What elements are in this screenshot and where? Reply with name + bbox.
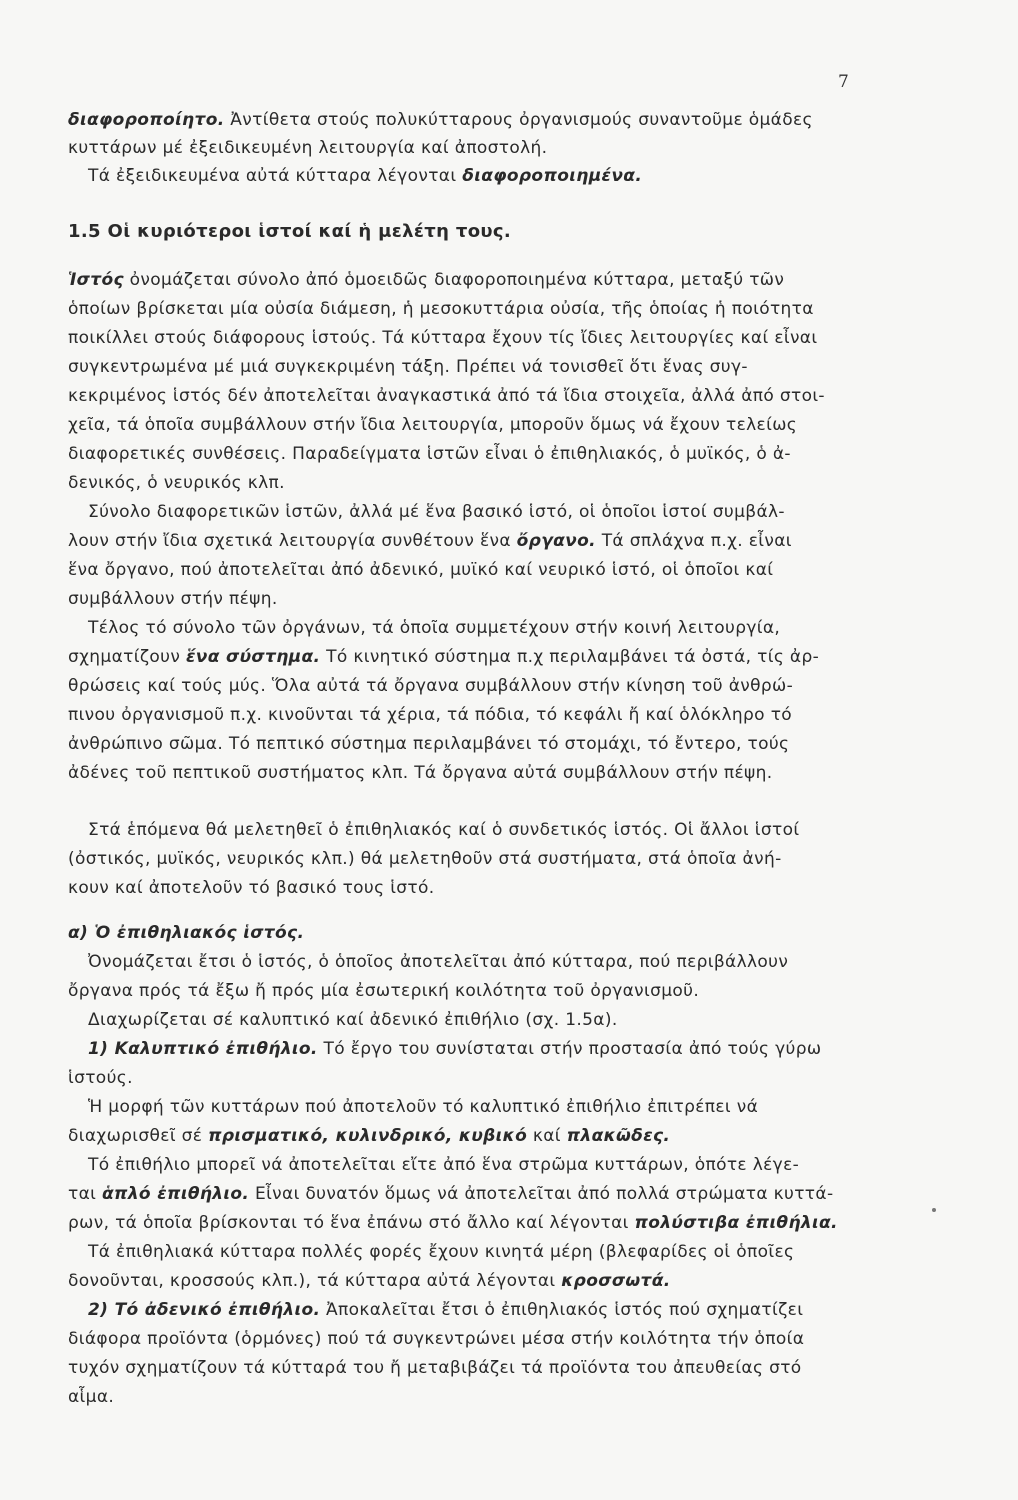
text-segment: Σύνολο διαφορετικῶν ἱστῶν, ἀλλά μέ ἕνα βασικό ἱστό, οἱ ὁποῖοι ἱστοί συμβάλ-: [88, 502, 785, 522]
section-heading: 1.5 Οἱ κυριότεροι ἱστοί καί ἡ μελέτη τους.: [68, 221, 512, 242]
text-segment: αἷμα.: [68, 1387, 115, 1407]
text-line: [88, 500, 785, 524]
text-segment: Τά ἐπιθηλιακά κύτταρα πολλές φορές ἔχουν κινητά μέρη (βλεφαρίδες οἱ ὁποῖες: [88, 1242, 795, 1262]
emphasis-term: 2) Τό ἀδενικό ἐπιθήλιο.: [88, 1300, 321, 1320]
text-line: [88, 1298, 803, 1322]
text-line: [68, 108, 813, 132]
text-segment: συμβάλλουν στήν πέψη.: [68, 589, 278, 609]
text-segment: (ὀστικός, μυϊκός, νευρικός κλπ.) θά μελετηθοῦν στά συστήματα, στά ὁποῖα ἀνή-: [68, 849, 782, 869]
emphasis-term: ὄργανο.: [516, 531, 596, 551]
text-segment: δενικός, ὁ νευρικός κλπ.: [68, 473, 285, 493]
text-segment: Τέλος τό σύνολο τῶν ὀργάνων, τά ὁποῖα συμμετέχουν στήν κοινή λειτουργία,: [88, 618, 781, 638]
emphasis-term: ἕνα σύστημα.: [185, 647, 321, 667]
text-line: [68, 384, 825, 408]
text-line: [68, 268, 784, 292]
text-segment: Εἶναι δυνατόν ὅμως νά ἀποτελεῖται ἀπό πολλά στρώματα κυττά-: [249, 1184, 834, 1204]
text-segment: Τά σπλάχνα π.χ. εἶναι: [595, 531, 792, 551]
text-line: [68, 674, 793, 698]
text-segment: θρώσεις καί τούς μύς. Ὅλα αὐτά τά ὄργανα συμβάλλουν στήν κίνηση τοῦ ἀνθρώ-: [68, 676, 794, 696]
text-segment: κεκριμένος ἱστός δέν ἀποτελεῖται ἀναγκαστικά ἀπό τά ἴδια στοιχεῖα, ἀλλά ἀπό στοι-: [68, 386, 825, 406]
text-segment: κυττάρων μέ ἐξειδικευμένη λειτουργία καί ἀποστολή.: [68, 138, 548, 158]
text-segment: Ἡ μορφή τῶν κυττάρων πού ἀποτελοῦν τό καλυπτικό ἐπιθήλιο ἐπιτρέπει νά: [88, 1097, 759, 1117]
text-segment: διαχωρισθεῖ σέ: [68, 1126, 209, 1146]
text-line: [68, 413, 797, 437]
text-segment: ὁποίων βρίσκεται μία οὐσία διάμεση, ἡ μεσοκυττάρια οὐσία, τῆς ὁποίας ἡ ποιότητα: [68, 299, 814, 319]
text-line: [68, 1385, 114, 1409]
text-line: [88, 1095, 758, 1119]
text-segment: Τό κινητικό σύστημα π.χ περιλαμβάνει τά ὀστά, τίς ἀρ-: [320, 647, 820, 667]
speck: [932, 1208, 936, 1212]
text-line: [68, 587, 278, 611]
emphasis-term: πρισματικό, κυλινδρικό, κυβικό: [208, 1126, 528, 1146]
text-segment: πινου ὀργανισμοῦ π.χ. κινοῦνται τά χέρια, τά πόδια, τό κεφάλι ἤ καί ὁλόκληρο τό: [68, 705, 793, 725]
text-line: [68, 442, 791, 466]
text-segment: τυχόν σχηματίζουν τά κύτταρά του ἤ μεταβιβάζει τά προϊόντα του ἀπευθείας στό: [68, 1358, 802, 1378]
text-line: [68, 1211, 838, 1235]
text-line: [68, 847, 782, 871]
emphasis-term: 1) Καλυπτικό ἐπιθήλιο.: [88, 1039, 318, 1059]
text-line: [88, 1037, 821, 1061]
text-line: [68, 471, 285, 495]
emphasis-term: ἁπλό ἐπιθήλιο.: [102, 1184, 250, 1204]
text-segment: ἀνθρώπινο σῶμα. Τό πεπτικό σύστημα περιλαμβάνει τό στομάχι, τό ἔντερο, τούς: [68, 734, 790, 754]
text-line: [68, 1182, 833, 1206]
text-line: [68, 326, 817, 350]
text-segment: χεῖα, τά ὁποῖα συμβάλλουν στήν ἴδια λειτουργία, μποροῦν ὅμως νά ἔχουν τελείως: [68, 415, 798, 435]
text-line: [88, 1008, 618, 1032]
text-segment: ὄργανα πρός τά ἔξω ἤ πρός μία ἐσωτερική κοιλότητα τοῦ ὀργανισμοῦ.: [68, 981, 700, 1001]
text-line: [68, 529, 792, 553]
text-line: [88, 1153, 799, 1177]
emphasis-term: κροσσωτά.: [561, 1271, 671, 1291]
text-segment: διαφορετικές συνθέσεις. Παραδείγματα ἱστῶν εἶναι ὁ ἐπιθηλιακός, ὁ μυϊκός, ὁ ἀ-: [68, 444, 791, 464]
text-segment: Διαχωρίζεται σέ καλυπτικό καί ἀδενικό ἐπιθήλιο (σχ. 1.5α).: [88, 1010, 618, 1030]
text-line: [88, 164, 642, 188]
text-segment: ἱστούς.: [68, 1068, 133, 1088]
text-segment: κουν καί ἀποτελοῦν τό βασικό τους ἱστό.: [68, 878, 435, 898]
emphasis-term: πλακῶδες.: [566, 1126, 671, 1146]
text-line: [68, 876, 435, 900]
text-line: [68, 558, 773, 582]
text-line: [68, 703, 792, 727]
text-line: [68, 645, 819, 669]
text-segment: ὀνομάζεται σύνολο ἀπό ὁμοειδῶς διαφοροποιημένα κύτταρα, μεταξύ τῶν: [123, 270, 785, 290]
text-line: [68, 761, 773, 785]
text-line: [68, 1269, 671, 1293]
text-line: [88, 616, 780, 640]
text-segment: καί: [527, 1126, 567, 1146]
text-line: [68, 220, 511, 244]
text-line: [68, 1356, 802, 1380]
text-line: [68, 297, 814, 321]
text-line: [88, 1240, 794, 1264]
emphasis-term: Ἱστός: [68, 270, 124, 290]
text-segment: ται: [68, 1184, 102, 1204]
text-segment: συγκεντρωμένα μέ μιά συγκεκριμένη τάξη. Πρέπει νά τονισθεῖ ὅτι ἕνας συγ-: [68, 357, 748, 377]
text-line: [68, 921, 304, 945]
text-segment: Ἀποκαλεῖται ἔτσι ὁ ἐπιθηλιακός ἱστός πού σχηματίζει: [320, 1300, 804, 1320]
text-line: [68, 355, 748, 379]
text-segment: δονοῦνται, κροσσούς κλπ.), τά κύτταρα αὐτά λέγονται: [68, 1271, 562, 1291]
text-line: [68, 1124, 670, 1148]
emphasis-term: πολύστιβα ἐπιθήλια.: [634, 1213, 838, 1233]
text-line: [68, 136, 547, 160]
emphasis-term: α) Ὁ ἐπιθηλιακός ἱστός.: [68, 923, 305, 943]
text-line: [68, 732, 789, 756]
text-segment: Ἀντίθετα στούς πολυκύτταρους ὀργανισμούς συναντοῦμε ὁμάδες: [224, 110, 813, 130]
text-line: [68, 979, 699, 1003]
text-segment: ρων, τά ὁποῖα βρίσκονται τό ἕνα ἐπάνω στό ἄλλο καί λέγονται: [68, 1213, 635, 1233]
text-segment: διάφορα προϊόντα (ὁρμόνες) πού τά συγκεντρώνει μέσα στήν κοιλότητα τήν ὁποία: [68, 1329, 805, 1349]
text-line: [68, 1066, 133, 1090]
page-number: 7: [838, 72, 849, 92]
text-segment: ἀδένες τοῦ πεπτικοῦ συστήματος κλπ. Τά ὄργανα αὐτά συμβάλλουν στήν πέψη.: [68, 763, 773, 783]
text-segment: Ὀνομάζεται ἔτσι ὁ ἱστός, ὁ ὁποῖος ἀποτελεῖται ἀπό κύτταρα, πού περιβάλλουν: [88, 952, 789, 972]
text-segment: σχηματίζουν: [68, 647, 186, 667]
text-segment: ποικίλλει στούς διάφορους ἱστούς. Τά κύτταρα ἔχουν τίς ἴδιες λειτουργίες καί εἶναι: [68, 328, 818, 348]
text-segment: ἕνα ὄργανο, πού ἀποτελεῖται ἀπό ἀδενικό, μυϊκό καί νευρικό ἱστό, οἱ ὁποῖοι καί: [68, 560, 774, 580]
emphasis-term: διαφοροποίητο.: [68, 110, 225, 130]
text-segment: Τά ἐξειδικευμένα αὐτά κύτταρα λέγονται: [88, 166, 463, 186]
text-segment: Τό ἐπιθήλιο μπορεῖ νά ἀποτελεῖται εἴτε ἀπό ἕνα στρῶμα κυττάρων, ὁπότε λέγε-: [88, 1155, 800, 1175]
emphasis-term: διαφοροποιημένα.: [462, 166, 643, 186]
text-segment: λουν στήν ἴδια σχετικά λειτουργία συνθέτουν ἕνα: [68, 531, 517, 551]
text-line: [68, 1327, 804, 1351]
text-segment: Στά ἑπόμενα θά μελετηθεῖ ὁ ἐπιθηλιακός καί ὁ συνδετικός ἱστός. Οἱ ἄλλοι ἱστοί: [88, 820, 800, 840]
text-segment: Τό ἔργο του συνίσταται στήν προστασία ἀπό τούς γύρω: [317, 1039, 822, 1059]
text-line: [88, 950, 788, 974]
text-line: [88, 818, 799, 842]
